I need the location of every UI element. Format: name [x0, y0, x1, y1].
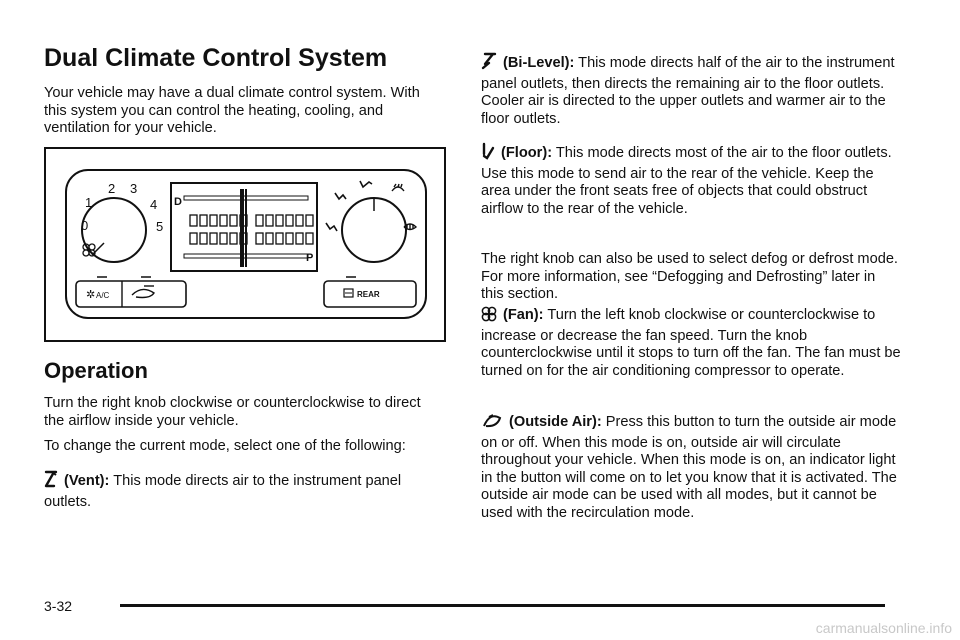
page-number: 3-32: [44, 598, 73, 614]
fan-item: (Fan): Turn the left knob clockwise or counterclockwise to increase or decrease the fan speed. Turn the knob counterclockwise until it stops to turn off the fan. The fan must be turned on for the air conditioning compressor to operate.: [481, 307, 901, 379]
vent-mode-item: (Vent): This mode directs air to the instrument panel outlets.: [44, 470, 444, 511]
outside-air-item: (Outside Air): Press this button to turn the outside air mode on or off. When this mode is on, outside air will circulate throughout your vehicle. When this mode is on, an indicator light in the button will come on to let you know that it is activated. The outside air mode can be used with all modes, but it cannot be used with the recirculation mode.: [481, 414, 897, 521]
svg-text:✲: ✲: [86, 289, 96, 301]
fan-speed-2: 2: [108, 181, 116, 196]
bi-level-mode-item: (Bi-Level): This mode directs half of the air to the instrument panel outlets, then directs the remaining air to the floor outlets. Cooler air is directed to the upper outlets and warmer air to the floor outlets.: [481, 52, 901, 128]
svg-text:P: P: [306, 252, 314, 264]
fan-speed-1: 1: [85, 195, 93, 210]
watermark: carmanualsonline.info: [815, 620, 952, 636]
floor-icon: [481, 142, 495, 166]
svg-text:A/C: A/C: [96, 291, 110, 300]
mode-prompt: To change the current mode, select one of the following:: [44, 438, 406, 454]
defog-note: The right knob can also be used to select defog or defrost mode. For more information, see “Defogging and Defrosting” later in this section.: [481, 251, 898, 303]
fan-speed-4: 4: [150, 197, 158, 212]
footer-rule: [120, 604, 885, 607]
bi-level-icon: [481, 52, 497, 76]
svg-text:D: D: [174, 196, 182, 208]
fan-speed-5: 5: [156, 219, 164, 234]
fan-speed-3: 3: [130, 181, 138, 196]
operation-intro: Turn the right knob clockwise or counterclockwise to direct the airflow inside your vehicle.: [44, 395, 421, 429]
climate-panel-illustration: [44, 147, 446, 342]
fan-icon: [481, 306, 497, 328]
svg-text:REAR: REAR: [357, 290, 380, 299]
operation-heading: Operation: [44, 358, 148, 383]
fan-speed-0: 0: [81, 218, 89, 233]
intro-paragraph: Your vehicle may have a dual climate control system. With this system you can control the heating, cooling, and ventilation for your vehicle.: [44, 85, 420, 137]
outside-air-icon: [481, 413, 503, 435]
floor-mode-item: (Floor): This mode directs most of the air to the floor outlets. Use this mode to send air to the rear of the vehicle. Keep the area under the front seats free of objects that could obstruct airflow to the rear of the vehicle.: [481, 142, 901, 218]
page-title: Dual Climate Control System: [44, 44, 388, 72]
ac-button[interactable]: [86, 289, 110, 301]
vent-icon: [44, 470, 58, 494]
